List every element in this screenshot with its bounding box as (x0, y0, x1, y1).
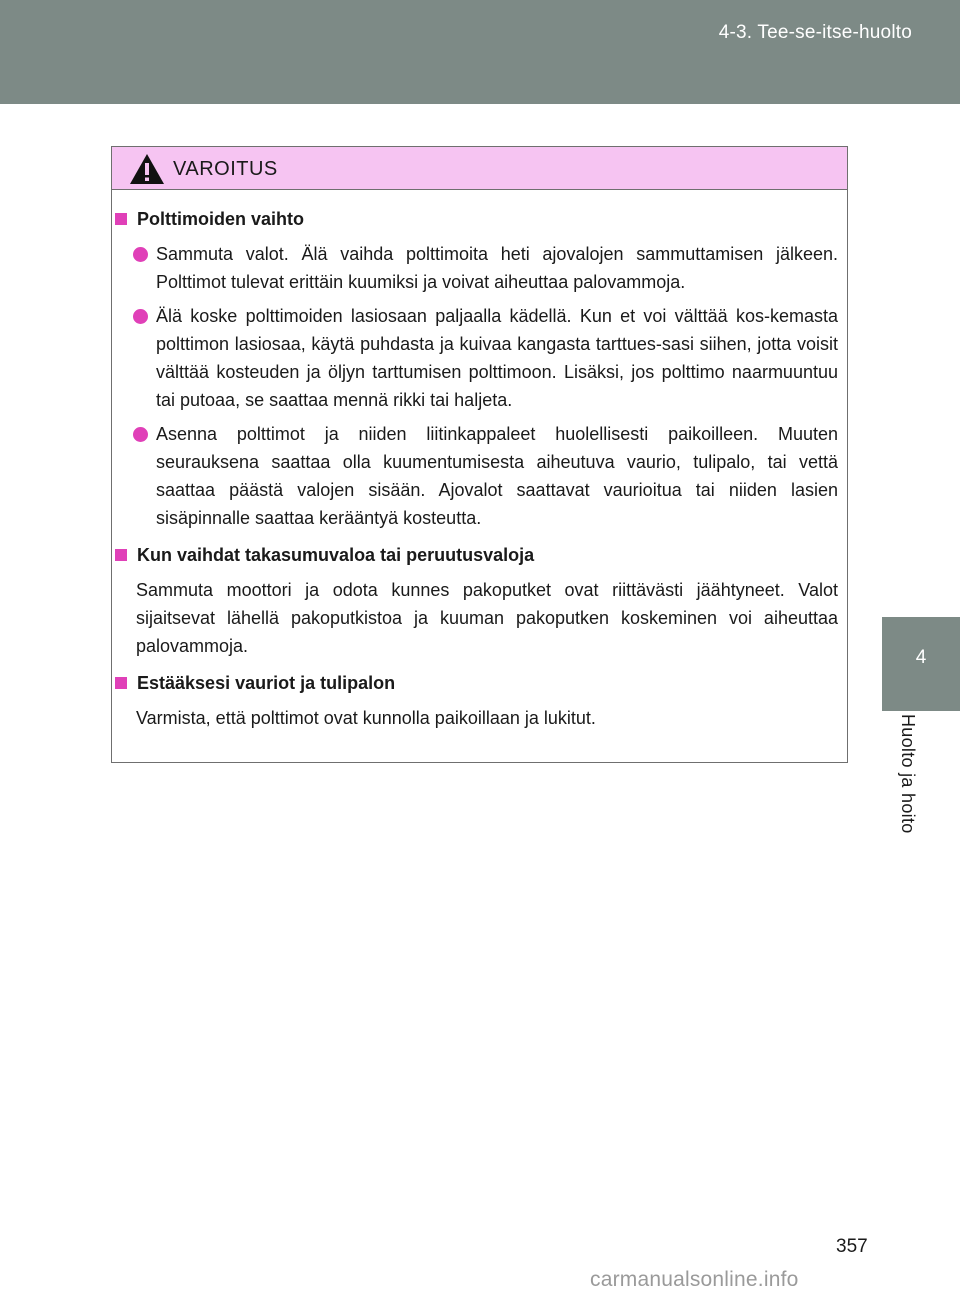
list-item (112, 302, 838, 414)
round-bullet-icon (133, 247, 148, 262)
square-bullet-icon (115, 213, 127, 225)
section-title: 4-3. Tee-se-itse-huolto (718, 22, 912, 43)
section-heading (112, 668, 838, 698)
warning-body (112, 190, 847, 732)
round-bullet-icon (133, 309, 148, 324)
page-number: 357 (836, 1236, 868, 1257)
section-text: Sammuta moottori ja odota kunnes pakoputket ovat riittävästi jäähtyneet. Valot sijaitsevat lähellä pakoputkistoa ja kuuman pakoputken koskeminen voi aiheuttaa palovammoja. (136, 580, 838, 656)
square-bullet-icon (115, 677, 127, 689)
warning-title: VAROITUS (173, 158, 278, 180)
list-item-text: Älä koske polttimoiden lasiosaan paljaalla kädellä. Kun et voi välttää kos-kemasta polttimon lasiosaa, käytä puhdasta ja kuivaa kangasta tarttues-sasi siihen, jotta voisit välttää kosteuden ja öljyn tarttumisen polttimoon. Lisäksi, jos polttimo naarmuuntuu tai putoaa, se saattaa mennä rikki tai haljeta. (156, 306, 838, 410)
section-heading-text: Polttimoiden vaihto (137, 209, 305, 229)
chapter-label: Huolto ja hoito (898, 714, 918, 834)
list-item (112, 240, 838, 296)
warning-box (111, 146, 848, 763)
section-heading-text: Kun vaihdat takasumuvaloa tai peruutusvaloja (137, 545, 535, 565)
chapter-tab (882, 617, 960, 711)
header-bar (0, 0, 960, 104)
chapter-number: 4 (915, 647, 927, 668)
watermark: carmanualsonline.info (590, 1268, 799, 1291)
round-bullet-icon (133, 427, 148, 442)
square-bullet-icon (115, 549, 127, 561)
list-item (112, 420, 838, 532)
section-heading (112, 540, 838, 570)
list-item-text: Sammuta valot. Älä vaihda polttimoita heti ajovalojen sammuttamisen jälkeen. Polttimot tulevat erittäin kuumiksi ja voivat aiheuttaa palovammoja. (156, 244, 838, 292)
warning-header (112, 147, 847, 190)
section-text: Varmista, että polttimot ovat kunnolla paikoillaan ja lukitut. (136, 708, 596, 728)
list-item-text: Asenna polttimot ja niiden liitinkappaleet huolellisesti paikoilleen. Muuten seurauksena saattaa olla kuumentumisesta aiheutuva vaurio, tulipalo, tai vettä saattaa päästä valojen sisään. Ajovalot saattavat vaurioitua tai niiden lasien sisäpinnalle saattaa kerääntyä kosteutta. (156, 424, 838, 528)
warning-triangle-icon (129, 153, 165, 185)
section-heading (112, 204, 838, 234)
section-heading-text: Estääksesi vauriot ja tulipalon (137, 673, 396, 693)
